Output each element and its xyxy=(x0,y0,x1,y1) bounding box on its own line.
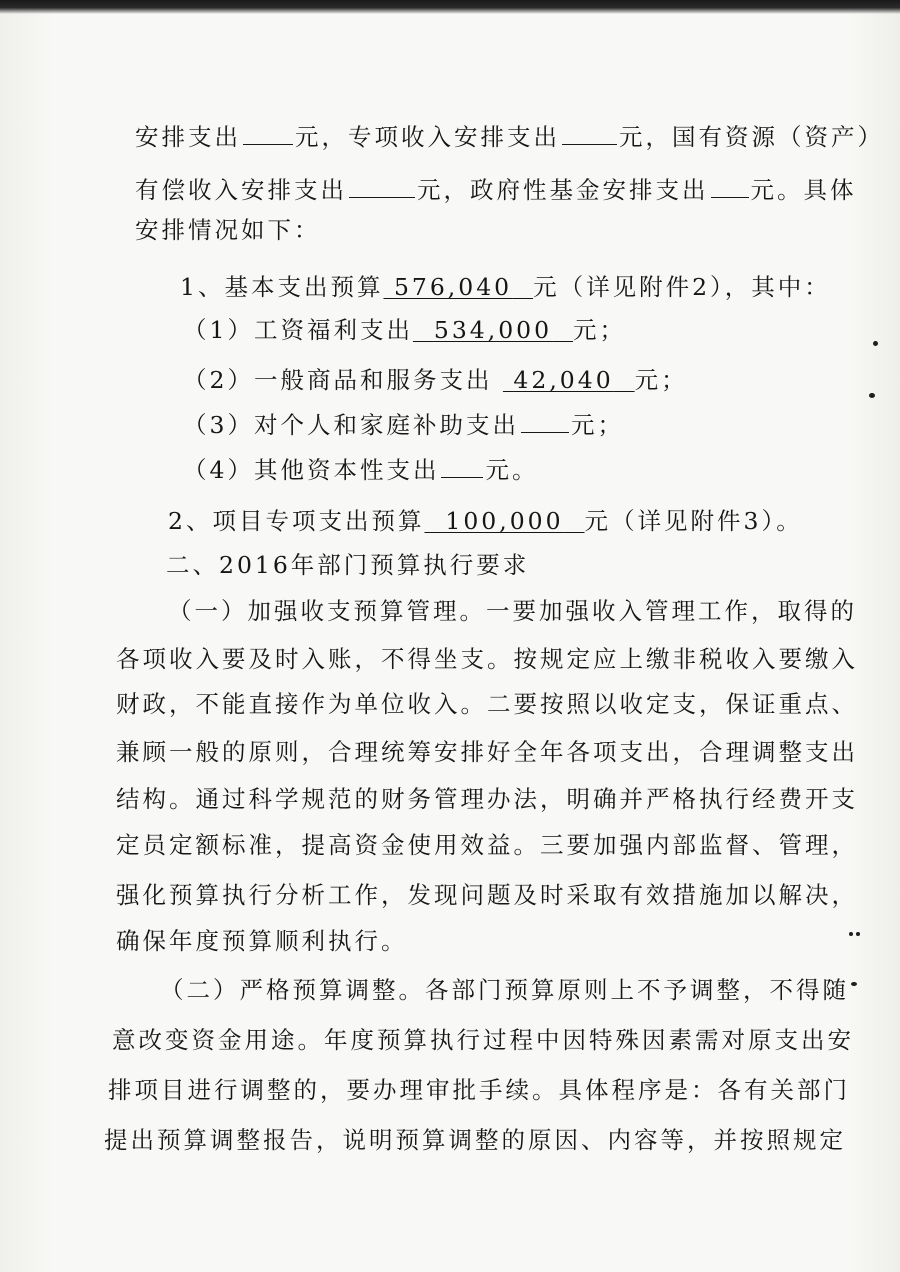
amount-value xyxy=(413,316,573,344)
line-text: （一）加强收支预算管理。一要加强收入管理工作，取得的 xyxy=(168,597,857,625)
text-line xyxy=(183,315,626,345)
amount-number: 576,040 xyxy=(393,273,513,301)
line-text: 元。 xyxy=(485,456,539,484)
line-text: 元，政府性基金安排支出 xyxy=(417,176,709,204)
line-text: 元，国有资源（资产） xyxy=(619,123,884,151)
line-text: 各项收入要及时入账，不得坐支。按规定应上缴非税收入要缴入 xyxy=(116,645,858,673)
scan-speck xyxy=(873,341,878,346)
paragraph-line xyxy=(160,975,849,1005)
line-text: 安排支出 xyxy=(135,123,241,151)
line-text: 强化预算执行分析工作，发现问题及时采取有效措施加以解决， xyxy=(116,881,858,909)
scan-speck xyxy=(849,932,853,936)
line-text: 二、2016年部门预算执行要求 xyxy=(166,551,530,579)
line-text: 元； xyxy=(573,316,627,344)
line-text: 提出预算调整报告，说明预算调整的原因、内容等，并按照规定 xyxy=(104,1126,846,1154)
paragraph-line xyxy=(116,830,858,860)
fill-blank xyxy=(562,122,617,145)
amount-value xyxy=(424,507,584,535)
line-text: 元； xyxy=(634,366,688,394)
paragraph-line xyxy=(168,596,857,626)
scan-edge-shadow xyxy=(0,0,900,14)
text-line xyxy=(135,175,857,205)
scan-speck xyxy=(856,932,860,936)
text-line xyxy=(135,215,321,245)
paragraph-line xyxy=(116,926,408,956)
paragraph-line xyxy=(108,1075,850,1105)
amount-value xyxy=(383,273,533,301)
paragraph-line xyxy=(116,689,858,719)
line-text: 元，专项收入安排支出 xyxy=(295,123,560,151)
line-text: 结构。通过科学规范的财务管理办法，明确并严格执行经费开支 xyxy=(116,785,858,813)
paragraph-line xyxy=(116,737,858,767)
amount-value xyxy=(503,366,635,394)
line-text: 1、基本支出预算 xyxy=(180,273,384,301)
scan-speck xyxy=(869,393,875,398)
line-text: 定员定额标准，提高资金使用效益。三要加强内部监督、管理， xyxy=(116,831,858,859)
text-line xyxy=(183,365,688,395)
paragraph-line xyxy=(104,1125,846,1155)
scan-speck xyxy=(851,982,857,986)
amount-number: 534,000 xyxy=(433,316,553,344)
line-text: 元（详见附件2），其中： xyxy=(533,273,831,301)
line-text: 财政，不能直接作为单位收入。二要按照以收定支，保证重点、 xyxy=(116,690,858,718)
line-text: 意改变资金用途。年度预算执行过程中因特殊因素需对原支出安 xyxy=(112,1026,854,1054)
paragraph-line xyxy=(112,1025,854,1055)
text-line xyxy=(135,122,884,152)
line-text: （1）工资福利支出 xyxy=(183,316,413,344)
line-text: 确保年度预算顺利执行。 xyxy=(116,927,408,955)
line-text: （2）一般商品和服务支出 xyxy=(183,366,493,394)
line-text: 2、项目专项支出预算 xyxy=(168,507,425,535)
text-line xyxy=(183,455,538,485)
line-text: 有偿收入安排支出 xyxy=(135,176,347,204)
line-text: 安排情况如下： xyxy=(135,216,321,244)
fill-blank xyxy=(711,175,749,198)
line-text: 元。具体 xyxy=(750,176,857,204)
fill-blank xyxy=(441,455,483,478)
text-line xyxy=(180,272,831,302)
line-text: （3）对个人和家庭补助支出 xyxy=(183,411,519,439)
paragraph-line xyxy=(116,880,858,910)
line-text: 排项目进行调整的，要办理审批手续。具体程序是：各有关部门 xyxy=(108,1076,850,1104)
text-line xyxy=(183,410,624,440)
text-line xyxy=(168,506,803,536)
fill-blank xyxy=(243,122,293,145)
amount-number: 100,000 xyxy=(445,507,564,535)
line-text: （4）其他资本性支出 xyxy=(183,456,440,484)
fill-blank xyxy=(349,175,415,198)
line-text: 兼顾一般的原则，合理统筹安排好全年各项支出，合理调整支出 xyxy=(116,738,858,766)
line-text: 元（详见附件3）。 xyxy=(584,507,803,535)
section-heading xyxy=(166,550,529,580)
fill-blank xyxy=(521,410,569,433)
paragraph-line xyxy=(116,784,858,814)
paragraph-line xyxy=(116,644,858,674)
amount-number: 42,040 xyxy=(513,366,614,394)
line-text: 元； xyxy=(570,411,624,439)
line-text: （二）严格预算调整。各部门预算原则上不予调整，不得随 xyxy=(160,976,849,1004)
